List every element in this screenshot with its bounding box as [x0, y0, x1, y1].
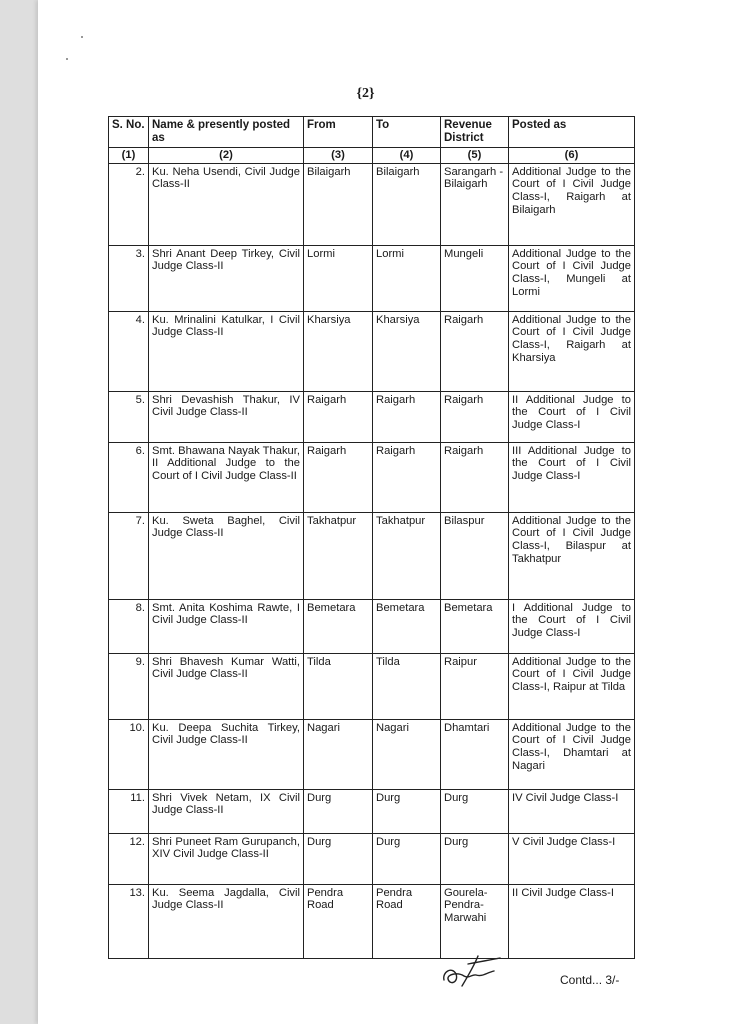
table-row	[109, 789, 635, 833]
cell-name: Ku. Mrinalini Katulkar, I Civil Judge Class-II	[149, 311, 304, 391]
cell-to: Bilaigarh	[373, 163, 441, 245]
cell-posted: Additional Judge to the Court of I Civil Judge Class-I, Mungeli at Lormi	[509, 245, 635, 311]
cell-to: Raigarh	[373, 442, 441, 512]
cell-name: Shri Devashish Thakur, IV Civil Judge Class-II	[149, 391, 304, 442]
cell-from: Raigarh	[304, 442, 373, 512]
continued-note: Contd... 3/-	[560, 973, 620, 987]
cell-district: Durg	[441, 789, 509, 833]
cell-posted: Additional Judge to the Court of I Civil Judge Class-I, Dhamtari at Nagari	[509, 719, 635, 789]
scan-speck	[81, 36, 83, 38]
cell-from: Lormi	[304, 245, 373, 311]
cell-sno: 8.	[109, 599, 149, 653]
cell-sno: 5.	[109, 391, 149, 442]
column-number-row	[109, 148, 635, 164]
cell-posted: I Additional Judge to the Court of I Civil Judge Class-I	[509, 599, 635, 653]
cell-sno: 3.	[109, 245, 149, 311]
cell-name: Ku. Seema Jagdalla, Civil Judge Class-II	[149, 884, 304, 958]
cell-posted: Additional Judge to the Court of I Civil Judge Class-I, Raigarh at Bilaigarh	[509, 163, 635, 245]
cell-sno: 4.	[109, 311, 149, 391]
cell-posted: II Additional Judge to the Court of I Civil Judge Class-I	[509, 391, 635, 442]
header-from: From	[304, 117, 373, 148]
cell-district: Bilaspur	[441, 512, 509, 599]
cell-from: Pendra Road	[304, 884, 373, 958]
cell-district: Raigarh	[441, 442, 509, 512]
cell-from: Raigarh	[304, 391, 373, 442]
table-row	[109, 884, 635, 958]
cell-posted: Additional Judge to the Court of I Civil Judge Class-I, Raigarh at Kharsiya	[509, 311, 635, 391]
cell-district: Dhamtari	[441, 719, 509, 789]
cell-district: Gourela-Pendra-Marwahi	[441, 884, 509, 958]
cell-to: Lormi	[373, 245, 441, 311]
cell-sno: 11.	[109, 789, 149, 833]
cell-to: Durg	[373, 833, 441, 884]
cell-sno: 12.	[109, 833, 149, 884]
cell-posted: Additional Judge to the Court of I Civil Judge Class-I, Raipur at Tilda	[509, 653, 635, 719]
header-name: Name & presently posted as	[149, 117, 304, 148]
column-number: (3)	[304, 148, 373, 164]
cell-name: Ku. Sweta Baghel, Civil Judge Class-II	[149, 512, 304, 599]
table-row	[109, 245, 635, 311]
table-row	[109, 719, 635, 789]
cell-name: Shri Puneet Ram Gurupanch, XIV Civil Judge Class-II	[149, 833, 304, 884]
cell-district: Mungeli	[441, 245, 509, 311]
header-row	[109, 117, 635, 148]
table-row	[109, 163, 635, 245]
cell-name: Smt. Bhawana Nayak Thakur, II Additional Judge to the Court of I Civil Judge Class-II	[149, 442, 304, 512]
cell-from: Takhatpur	[304, 512, 373, 599]
cell-sno: 7.	[109, 512, 149, 599]
cell-district: Raigarh	[441, 311, 509, 391]
signature	[438, 952, 508, 990]
cell-sno: 10.	[109, 719, 149, 789]
cell-sno: 2.	[109, 163, 149, 245]
column-number: (4)	[373, 148, 441, 164]
cell-from: Tilda	[304, 653, 373, 719]
table-row	[109, 833, 635, 884]
scan-speck	[66, 58, 68, 60]
cell-to: Durg	[373, 789, 441, 833]
cell-to: Pendra Road	[373, 884, 441, 958]
posting-table	[108, 116, 635, 959]
cell-name: Shri Vivek Netam, IX Civil Judge Class-II	[149, 789, 304, 833]
cell-posted: III Additional Judge to the Court of I Civil Judge Class-I	[509, 442, 635, 512]
cell-sno: 13.	[109, 884, 149, 958]
cell-posted: V Civil Judge Class-I	[509, 833, 635, 884]
cell-name: Shri Bhavesh Kumar Watti, Civil Judge Class-II	[149, 653, 304, 719]
cell-to: Tilda	[373, 653, 441, 719]
cell-district: Durg	[441, 833, 509, 884]
header-sno: S. No.	[109, 117, 149, 148]
cell-name: Ku. Deepa Suchita Tirkey, Civil Judge Class-II	[149, 719, 304, 789]
column-number: (1)	[109, 148, 149, 164]
cell-from: Durg	[304, 789, 373, 833]
cell-posted: IV Civil Judge Class-I	[509, 789, 635, 833]
column-number: (5)	[441, 148, 509, 164]
cell-from: Nagari	[304, 719, 373, 789]
header-posted: Posted as	[509, 117, 635, 148]
header-to: To	[373, 117, 441, 148]
header-district: Revenue District	[441, 117, 509, 148]
cell-to: Takhatpur	[373, 512, 441, 599]
page-number: {2}	[356, 86, 375, 101]
cell-posted: II Civil Judge Class-I	[509, 884, 635, 958]
posting-table-body	[109, 163, 635, 958]
cell-posted: Additional Judge to the Court of I Civil Judge Class-I, Bilaspur at Takhatpur	[509, 512, 635, 599]
cell-from: Kharsiya	[304, 311, 373, 391]
cell-sno: 6.	[109, 442, 149, 512]
cell-from: Bilaigarh	[304, 163, 373, 245]
cell-district: Raipur	[441, 653, 509, 719]
table-row	[109, 512, 635, 599]
cell-from: Durg	[304, 833, 373, 884]
cell-name: Smt. Anita Koshima Rawte, I Civil Judge Class-II	[149, 599, 304, 653]
table-row	[109, 599, 635, 653]
cell-to: Nagari	[373, 719, 441, 789]
cell-name: Ku. Neha Usendi, Civil Judge Class-II	[149, 163, 304, 245]
cell-to: Kharsiya	[373, 311, 441, 391]
cell-district: Bemetara	[441, 599, 509, 653]
cell-district: Raigarh	[441, 391, 509, 442]
table-row	[109, 391, 635, 442]
table-row	[109, 442, 635, 512]
cell-sno: 9.	[109, 653, 149, 719]
cell-district: Sarangarh -Bilaigarh	[441, 163, 509, 245]
cell-to: Bemetara	[373, 599, 441, 653]
cell-name: Shri Anant Deep Tirkey, Civil Judge Class-II	[149, 245, 304, 311]
column-number: (6)	[509, 148, 635, 164]
table-row	[109, 311, 635, 391]
cell-from: Bemetara	[304, 599, 373, 653]
cell-to: Raigarh	[373, 391, 441, 442]
column-number: (2)	[149, 148, 304, 164]
table-row	[109, 653, 635, 719]
